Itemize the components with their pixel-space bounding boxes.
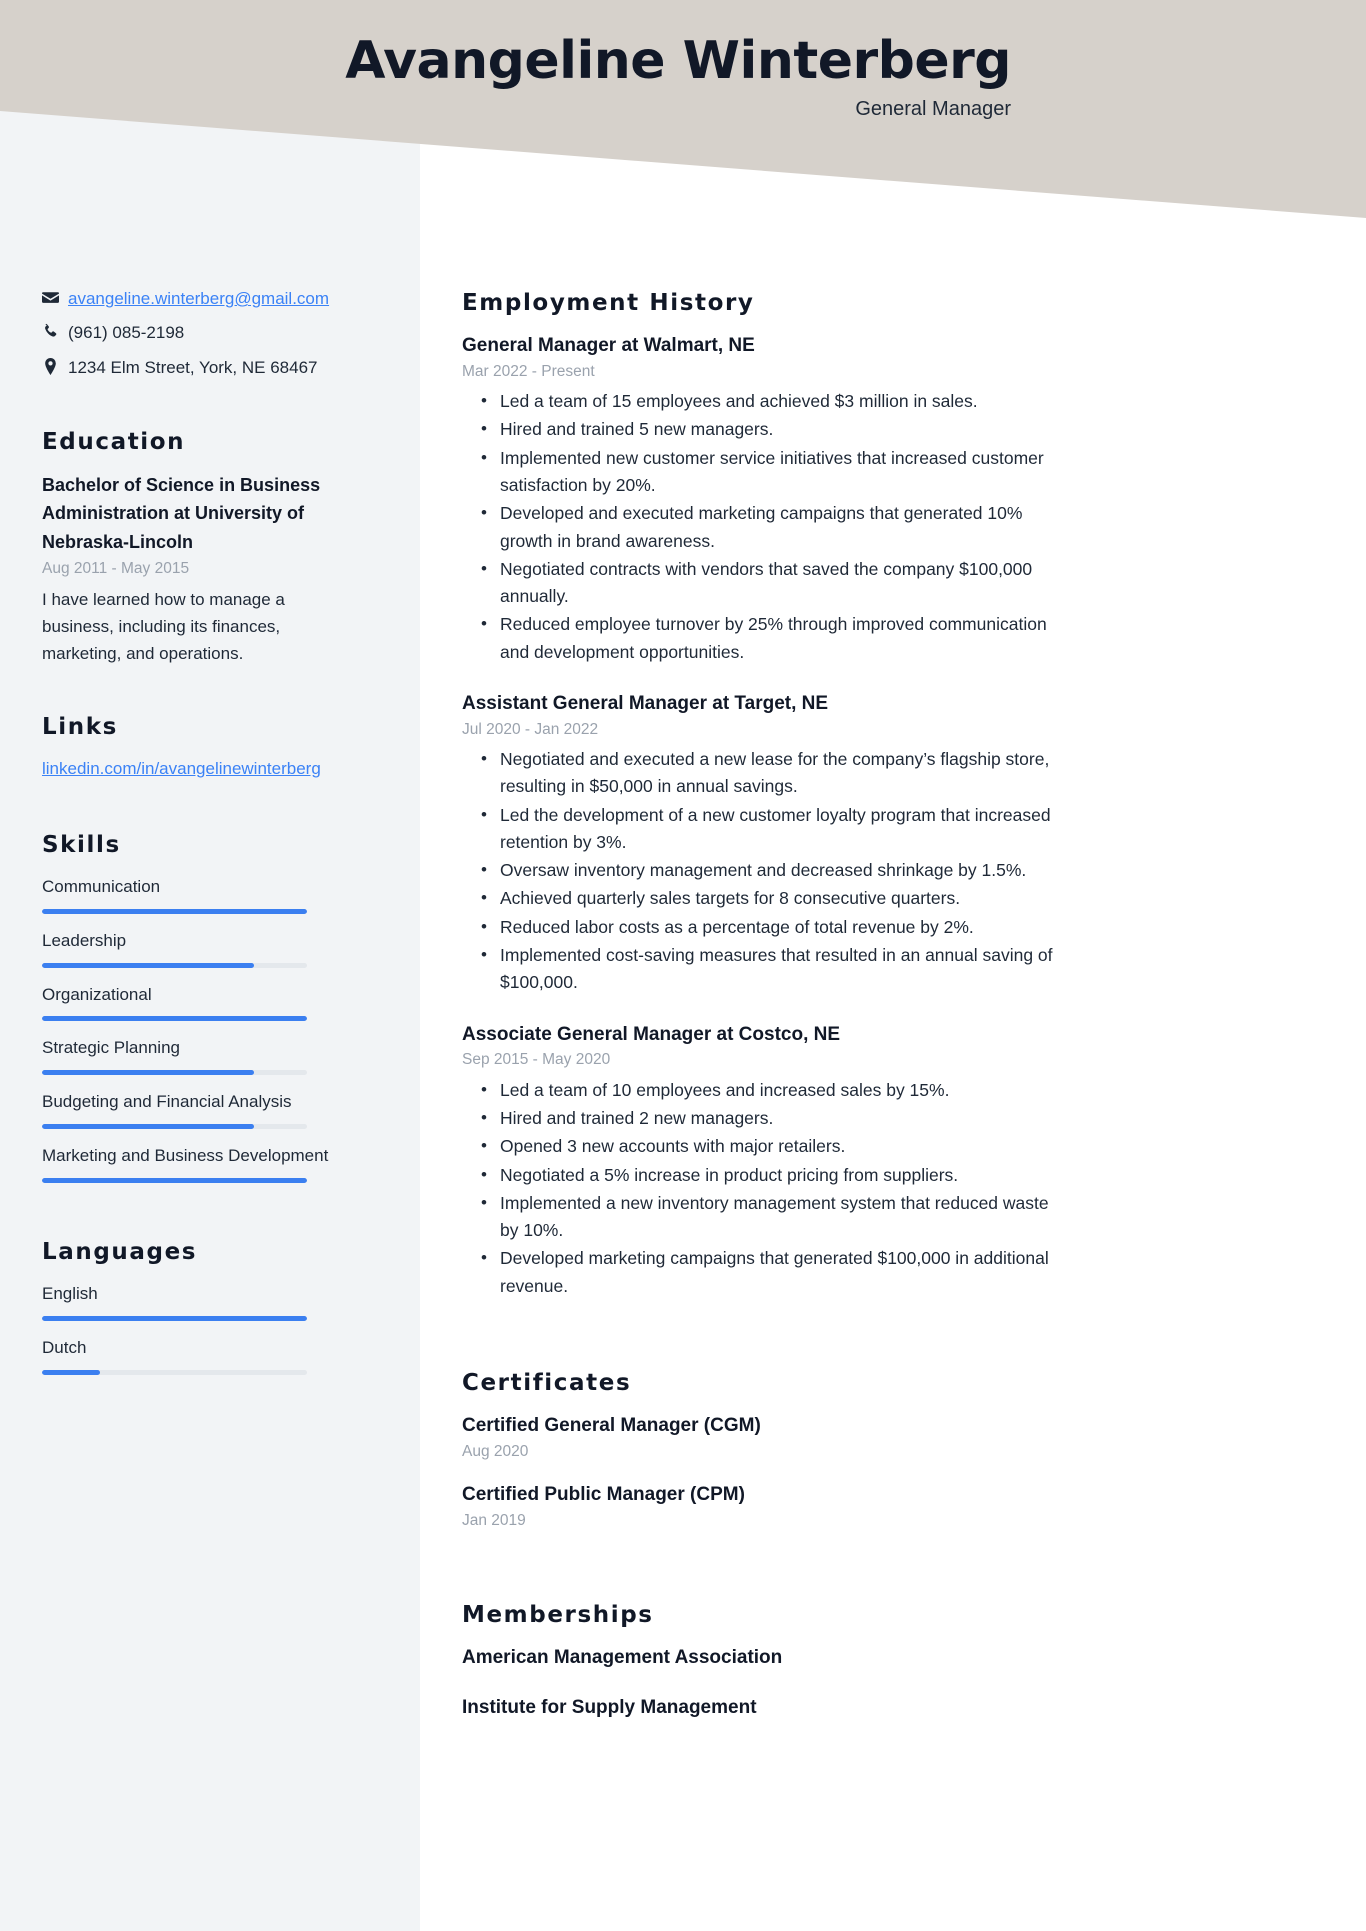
job-bullets xyxy=(462,746,1066,997)
contact-item-phone xyxy=(42,320,350,346)
job-bullet: • Negotiated a 5% increase in product pricing from suppliers. xyxy=(500,1162,1066,1189)
job-bullet: • Reduced employee turnover by 25% through improved communication and development opportunities. xyxy=(500,611,1066,666)
languages-list xyxy=(42,1281,350,1375)
job-title: General Manager at Walmart, NE xyxy=(462,335,755,356)
certificate-date: Aug 2020 xyxy=(462,1442,529,1460)
skills-heading: Skills xyxy=(42,831,121,858)
employment-section xyxy=(462,290,1066,1300)
skill-level-fill xyxy=(42,909,307,914)
header-subtitle: General Manager xyxy=(855,97,1011,120)
links-section xyxy=(42,714,350,782)
skill-level-track xyxy=(42,1070,307,1075)
education-degree: Bachelor of Science in Business Administration at University of Nebraska-Lincoln xyxy=(42,475,321,552)
certificates-list xyxy=(462,1412,1066,1532)
skill-level-track xyxy=(42,909,307,914)
language-level-fill xyxy=(42,1370,100,1375)
job-date: Mar 2022 - Present xyxy=(462,362,595,380)
languages-heading: Languages xyxy=(42,1238,198,1265)
links-heading: Links xyxy=(42,713,118,740)
skill-label: Strategic Planning xyxy=(42,1038,180,1058)
language-item xyxy=(42,1335,350,1375)
skills-section xyxy=(42,832,350,1183)
memberships-list xyxy=(462,1644,1066,1721)
job-bullet: • Negotiated and executed a new lease for the company’s flagship store, resulting in $50,000 in annual savings. xyxy=(500,746,1066,801)
languages-section xyxy=(42,1239,350,1375)
job-date: Sep 2015 - May 2020 xyxy=(462,1051,611,1069)
job-bullet: • Reduced labor costs as a percentage of total revenue by 2%. xyxy=(500,914,1066,941)
memberships-section xyxy=(462,1602,1066,1721)
skill-label: Leadership xyxy=(42,930,127,950)
skill-item xyxy=(42,874,350,914)
skill-item xyxy=(42,1089,350,1129)
skill-item xyxy=(42,982,350,1022)
job-bullet: • Oversaw inventory management and decreased shrinkage by 1.5%. xyxy=(500,857,1066,884)
skill-label: Budgeting and Financial Analysis xyxy=(42,1092,292,1112)
membership-entry: American Management Association xyxy=(462,1647,783,1669)
skills-list xyxy=(42,874,350,1183)
address-text: 1234 Elm Street, York, NE 68467 xyxy=(68,357,318,377)
language-level-track xyxy=(42,1316,307,1321)
language-label: Dutch xyxy=(42,1337,87,1357)
contact-list xyxy=(42,286,350,381)
main-content xyxy=(420,0,1366,1803)
job-title: Associate General Manager at Costco, NE xyxy=(462,1023,841,1045)
skill-level-fill xyxy=(42,1178,307,1183)
job-bullet: • Led the development of a new customer loyalty program that increased retention by 3%. xyxy=(500,802,1066,857)
skill-level-fill xyxy=(42,963,254,968)
skill-level-track xyxy=(42,1178,307,1183)
certificate-entry xyxy=(462,1481,1066,1532)
skill-level-fill xyxy=(42,1016,307,1021)
certificate-date: Jan 2019 xyxy=(462,1511,526,1529)
linkedin-link[interactable]: linkedin.com/in/avangelinewinterberg xyxy=(42,758,321,778)
membership-entry: Institute for Supply Management xyxy=(462,1696,757,1718)
job-bullet: • Implemented new customer service initiatives that increased customer satisfaction by 20%. xyxy=(500,445,1066,500)
education-date: Aug 2011 - May 2015 xyxy=(42,560,190,578)
job-bullet: • Developed marketing campaigns that generated $100,000 in additional revenue. xyxy=(500,1245,1066,1300)
job-entry xyxy=(462,332,1066,666)
job-bullet: • Led a team of 10 employees and increased sales by 15%. xyxy=(500,1077,1066,1104)
job-bullet: • Negotiated contracts with vendors that saved the company $100,000 annually. xyxy=(500,556,1066,611)
job-bullet: • Hired and trained 5 new managers. xyxy=(500,416,1066,443)
skill-label: Organizational xyxy=(42,984,152,1004)
skill-level-fill xyxy=(42,1070,254,1075)
map-pin-icon xyxy=(42,355,68,375)
certificate-entry xyxy=(462,1412,1066,1463)
job-bullets xyxy=(462,1077,1066,1300)
job-title: Assistant General Manager at Target, NE xyxy=(462,692,829,714)
certificate-title: Certified General Manager (CGM) xyxy=(462,1415,761,1437)
job-bullet: • Hired and trained 2 new managers. xyxy=(500,1105,1066,1132)
header xyxy=(0,0,1366,121)
skill-label: Communication xyxy=(42,876,161,896)
envelope-icon xyxy=(42,286,68,306)
language-level-fill xyxy=(42,1316,307,1321)
language-item xyxy=(42,1281,350,1321)
certificates-heading: Certificates xyxy=(462,1370,632,1397)
skill-item xyxy=(42,1035,350,1075)
certificates-section xyxy=(462,1370,1066,1532)
job-bullets xyxy=(462,388,1066,666)
job-bullet: • Developed and executed marketing campaigns that generated 10% growth in brand awareness. xyxy=(500,500,1066,555)
phone-icon xyxy=(42,320,68,340)
email-link[interactable]: avangeline.winterberg@gmail.com xyxy=(68,289,330,308)
job-date: Jul 2020 - Jan 2022 xyxy=(462,720,599,738)
skill-level-fill xyxy=(42,1124,254,1129)
contact-item-address xyxy=(42,355,350,381)
language-label: English xyxy=(42,1283,98,1303)
employment-heading: Employment History xyxy=(462,290,755,316)
job-bullet: • Implemented cost-saving measures that resulted in an annual saving of $100,000. xyxy=(500,942,1066,997)
language-level-track xyxy=(42,1370,307,1375)
page-title: Avangeline Winterberg xyxy=(345,31,1011,91)
phone-text: (961) 085-2198 xyxy=(68,323,185,343)
job-entry xyxy=(462,690,1066,997)
skill-level-track xyxy=(42,1124,307,1129)
memberships-heading: Memberships xyxy=(462,1602,654,1629)
jobs-list xyxy=(462,332,1066,1300)
job-bullet: • Implemented a new inventory management system that reduced waste by 10%. xyxy=(500,1190,1066,1245)
skill-level-track xyxy=(42,963,307,968)
contact-item-email xyxy=(42,286,350,312)
skill-item xyxy=(42,1143,350,1183)
education-description: I have learned how to manage a business, including its finances, marketing, and operations. xyxy=(42,590,285,664)
job-bullet: • Led a team of 15 employees and achieved $3 million in sales. xyxy=(500,388,1066,415)
sidebar xyxy=(0,0,420,1931)
job-entry xyxy=(462,1021,1066,1300)
skill-level-track xyxy=(42,1016,307,1021)
education-heading: Education xyxy=(42,429,186,456)
job-bullet: • Achieved quarterly sales targets for 8 consecutive quarters. xyxy=(500,885,1066,912)
job-bullet: • Opened 3 new accounts with major retailers. xyxy=(500,1133,1066,1160)
skill-item xyxy=(42,928,350,968)
certificate-title: Certified Public Manager (CPM) xyxy=(462,1484,745,1506)
skill-label: Marketing and Business Development xyxy=(42,1146,329,1166)
education-section xyxy=(42,429,350,668)
